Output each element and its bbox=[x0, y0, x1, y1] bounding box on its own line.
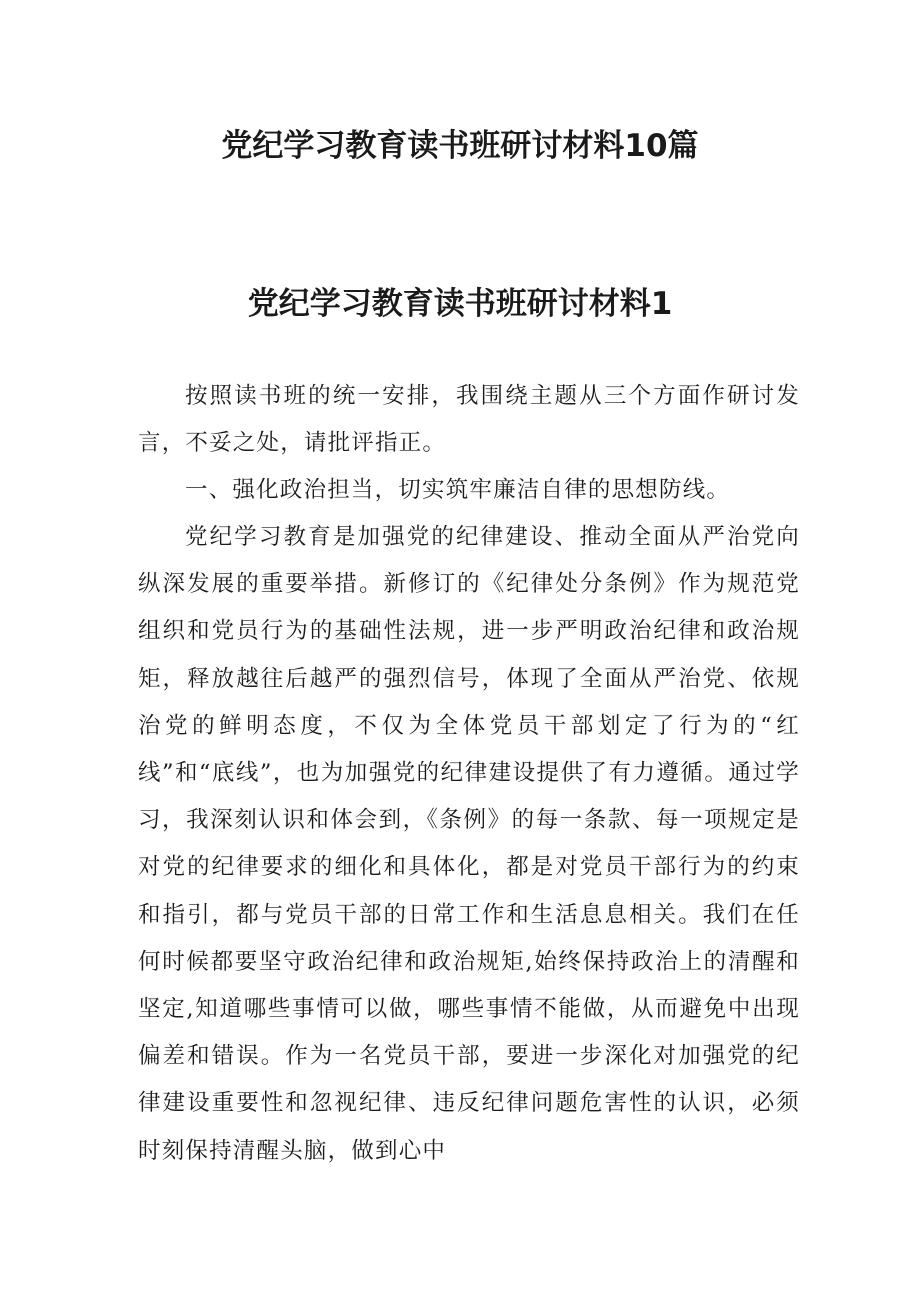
section-title: 党纪学习教育读书班研讨材料1 bbox=[247, 286, 673, 322]
paragraph-intro: 按照读书班的统一安排，我围绕主题从三个方面作研讨发言，不妥之处，请批评指正。 bbox=[138, 383, 800, 457]
paragraph-body: 党纪学习教育是加强党的纪律建设、推动全面从严治党向纵深发展的重要举措。新修订的《纪律处分条例》作为规范党组织和党员行为的基础性法规，进一步严明政治纪律和政治规矩，释放越往后越严的强烈信号，体现了全面从严治党、依规治党的鲜明态度，不仅为全体党员干部划定了行为的“红线”和“底线”，也为加强党的纪律建设提供了有力遵循。通过学习，我深刻认识和体会到，《条例》的每一条款、每一项规定是对党的纪律要求的细化和具体化，都是对党员干部行为的约束和指引，都与党员干部的日常工作和生活息息相关。我们在任何时候都要坚守政治纪律和政治规矩,始终保持政治上的清醒和坚定,知道哪些事情可以做，哪些事情不能做，从而避免中出现偏差和错误。作为一名党员干部，要进一步深化对加强党的纪律建设重要性和忽视纪律、违反纪律问题危害性的认识，必须时刻保持清醒头脑，做到心中 bbox=[138, 524, 800, 1164]
paragraph-heading-one: 一、强化政治担当，切实筑牢廉洁自律的思想防线。 bbox=[185, 477, 731, 503]
document-main-title: 党纪学习教育读书班研讨材料10篇 bbox=[221, 128, 699, 164]
